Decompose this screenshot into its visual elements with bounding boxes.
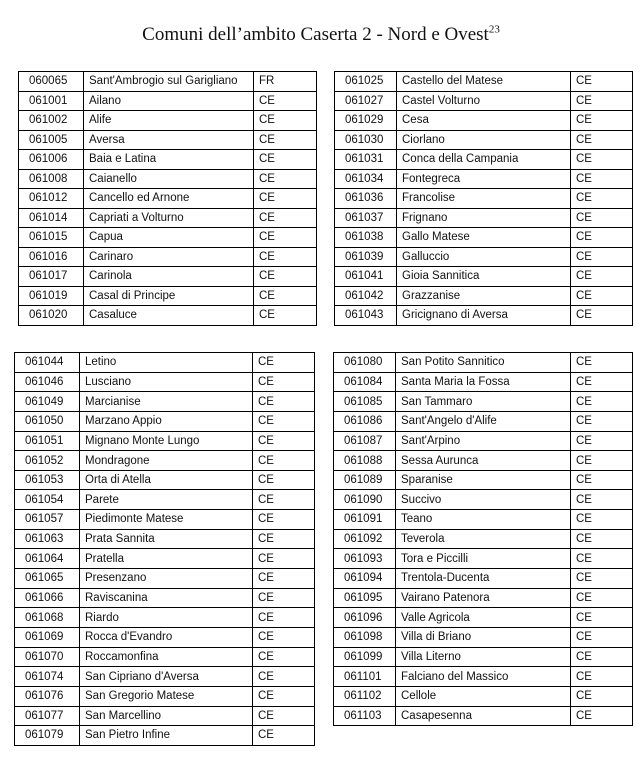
istat-code-cell: 061057: [15, 510, 80, 530]
province-cell: CE: [253, 490, 315, 510]
comune-name-cell: Tora e Piccilli: [396, 549, 571, 569]
table-row: [15, 431, 315, 451]
istat-code-cell: 060065: [19, 72, 84, 92]
comune-name-cell: Villa di Briano: [396, 627, 571, 647]
table-row: [334, 569, 633, 589]
province-cell: CE: [571, 608, 633, 628]
istat-code-cell: 061090: [334, 490, 396, 510]
istat-code-cell: 061006: [19, 150, 84, 170]
table-row: [335, 91, 633, 111]
province-cell: CE: [571, 111, 633, 131]
istat-code-cell: 061008: [19, 169, 84, 189]
table-row: [19, 208, 317, 228]
province-cell: CE: [254, 91, 317, 111]
comune-name-cell: Castel Volturno: [397, 91, 571, 111]
table-row: [15, 549, 315, 569]
table-row: [19, 72, 317, 92]
comune-name-cell: Mondragone: [80, 451, 253, 471]
province-cell: CE: [571, 169, 633, 189]
comune-name-cell: Capriati a Volturno: [84, 208, 254, 228]
istat-code-cell: 061050: [15, 411, 80, 431]
comuni-table-1: [18, 71, 317, 326]
table-row: [19, 169, 317, 189]
province-cell: CE: [254, 306, 317, 326]
comune-name-cell: Sessa Aurunca: [396, 451, 571, 471]
province-cell: CE: [253, 608, 315, 628]
istat-code-cell: 061019: [19, 286, 84, 306]
table-row: [15, 392, 315, 412]
table-row: [19, 286, 317, 306]
comune-name-cell: Santa Maria la Fossa: [396, 372, 571, 392]
page-title: [0, 24, 642, 46]
istat-code-cell: 061086: [334, 411, 396, 431]
comune-name-cell: Fontegreca: [397, 169, 571, 189]
province-cell: CE: [253, 510, 315, 530]
comune-name-cell: Prata Sannita: [80, 529, 253, 549]
province-cell: CE: [571, 569, 633, 589]
province-cell: CE: [254, 247, 317, 267]
table-row: [15, 569, 315, 589]
comuni-table-2: [334, 71, 633, 326]
province-cell: CE: [571, 91, 633, 111]
comune-name-cell: Gallo Matese: [397, 228, 571, 248]
province-cell: FR: [254, 72, 317, 92]
province-cell: CE: [253, 470, 315, 490]
province-cell: CE: [254, 208, 317, 228]
table-row: [334, 706, 633, 726]
table-row: [15, 372, 315, 392]
comune-name-cell: Galluccio: [397, 247, 571, 267]
istat-code-cell: 061039: [335, 247, 397, 267]
province-cell: CE: [571, 411, 633, 431]
istat-code-cell: 061044: [15, 353, 80, 373]
istat-code-cell: 061065: [15, 569, 80, 589]
comune-name-cell: Pratella: [80, 549, 253, 569]
istat-code-cell: 061103: [334, 706, 396, 726]
istat-code-cell: 061015: [19, 228, 84, 248]
istat-code-cell: 061098: [334, 627, 396, 647]
istat-code-cell: 061043: [335, 306, 397, 326]
comune-name-cell: San Potito Sannitico: [396, 353, 571, 373]
table-row: [19, 267, 317, 287]
comune-name-cell: Caianello: [84, 169, 254, 189]
istat-code-cell: 061054: [15, 490, 80, 510]
table-row: [335, 72, 633, 92]
comune-name-cell: Marzano Appio: [80, 411, 253, 431]
table-row: [15, 647, 315, 667]
table-row: [19, 189, 317, 209]
province-cell: CE: [253, 726, 315, 746]
istat-code-cell: 061091: [334, 510, 396, 530]
comune-name-cell: Casaluce: [84, 306, 254, 326]
comune-name-cell: Cancello ed Arnone: [84, 189, 254, 209]
comune-name-cell: Teverola: [396, 529, 571, 549]
table-row: [335, 306, 633, 326]
comune-name-cell: Grazzanise: [397, 286, 571, 306]
table-row: [335, 150, 633, 170]
comune-name-cell: Presenzano: [80, 569, 253, 589]
province-cell: CE: [571, 529, 633, 549]
istat-code-cell: 061017: [19, 267, 84, 287]
comune-name-cell: Gricignano di Aversa: [397, 306, 571, 326]
province-cell: CE: [571, 451, 633, 471]
table-row: [19, 247, 317, 267]
table-row: [15, 588, 315, 608]
istat-code-cell: 061093: [334, 549, 396, 569]
comune-name-cell: Raviscanina: [80, 588, 253, 608]
comune-name-cell: Falciano del Massico: [396, 667, 571, 687]
footnote-marker: 23: [488, 23, 500, 36]
comuni-table-3: [14, 352, 315, 746]
istat-code-cell: 061042: [335, 286, 397, 306]
province-cell: CE: [571, 130, 633, 150]
comune-name-cell: Succivo: [396, 490, 571, 510]
istat-code-cell: 061101: [334, 667, 396, 687]
province-cell: CE: [253, 431, 315, 451]
comune-name-cell: Lusciano: [80, 372, 253, 392]
table-row: [15, 490, 315, 510]
table-row: [334, 353, 633, 373]
comune-name-cell: Conca della Campania: [397, 150, 571, 170]
istat-code-cell: 061089: [334, 470, 396, 490]
table-row: [334, 686, 633, 706]
province-cell: CE: [571, 588, 633, 608]
istat-code-cell: 061088: [334, 451, 396, 471]
istat-code-cell: 061063: [15, 529, 80, 549]
istat-code-cell: 061102: [334, 686, 396, 706]
table-row: [334, 667, 633, 687]
comune-name-cell: Valle Agricola: [396, 608, 571, 628]
comune-name-cell: San Gregorio Matese: [80, 686, 253, 706]
istat-code-cell: 061027: [335, 91, 397, 111]
table-row: [15, 667, 315, 687]
province-cell: CE: [571, 372, 633, 392]
istat-code-cell: 061094: [334, 569, 396, 589]
comune-name-cell: San Marcellino: [80, 706, 253, 726]
province-cell: CE: [254, 228, 317, 248]
table-row: [335, 286, 633, 306]
comune-name-cell: Parete: [80, 490, 253, 510]
istat-code-cell: 061001: [19, 91, 84, 111]
table-row: [334, 608, 633, 628]
table-row: [19, 228, 317, 248]
province-cell: CE: [571, 549, 633, 569]
table-row: [334, 549, 633, 569]
comune-name-cell: Marcianise: [80, 392, 253, 412]
comune-name-cell: Cellole: [396, 686, 571, 706]
table-row: [335, 247, 633, 267]
province-cell: CE: [253, 411, 315, 431]
province-cell: CE: [254, 189, 317, 209]
comune-name-cell: Sant'Arpino: [396, 431, 571, 451]
istat-code-cell: 061074: [15, 667, 80, 687]
istat-code-cell: 061014: [19, 208, 84, 228]
comune-name-cell: Baia e Latina: [84, 150, 254, 170]
istat-code-cell: 061041: [335, 267, 397, 287]
istat-code-cell: 061020: [19, 306, 84, 326]
province-cell: CE: [253, 529, 315, 549]
province-cell: CE: [571, 392, 633, 412]
comune-name-cell: Francolise: [397, 189, 571, 209]
comune-name-cell: Roccamonfina: [80, 647, 253, 667]
comune-name-cell: Vairano Patenora: [396, 588, 571, 608]
table-row: [335, 189, 633, 209]
comune-name-cell: Cesa: [397, 111, 571, 131]
istat-code-cell: 061031: [335, 150, 397, 170]
province-cell: CE: [253, 392, 315, 412]
province-cell: CE: [571, 627, 633, 647]
istat-code-cell: 061046: [15, 372, 80, 392]
province-cell: CE: [571, 706, 633, 726]
istat-code-cell: 061051: [15, 431, 80, 451]
province-cell: CE: [571, 228, 633, 248]
istat-code-cell: 061095: [334, 588, 396, 608]
province-cell: CE: [254, 130, 317, 150]
table-row: [15, 726, 315, 746]
province-cell: CE: [571, 647, 633, 667]
comune-name-cell: Carinaro: [84, 247, 254, 267]
istat-code-cell: 061036: [335, 189, 397, 209]
table-row: [15, 411, 315, 431]
istat-code-cell: 061068: [15, 608, 80, 628]
table-row: [334, 529, 633, 549]
comune-name-cell: Ciorlano: [397, 130, 571, 150]
province-cell: CE: [571, 306, 633, 326]
province-cell: CE: [253, 549, 315, 569]
province-cell: CE: [253, 353, 315, 373]
istat-code-cell: 061005: [19, 130, 84, 150]
table-row: [334, 411, 633, 431]
comune-name-cell: Riardo: [80, 608, 253, 628]
province-cell: CE: [254, 169, 317, 189]
province-cell: CE: [571, 510, 633, 530]
province-cell: CE: [253, 706, 315, 726]
istat-code-cell: 061070: [15, 647, 80, 667]
istat-code-cell: 061016: [19, 247, 84, 267]
comune-name-cell: Alife: [84, 111, 254, 131]
comune-name-cell: Aversa: [84, 130, 254, 150]
comune-name-cell: Carinola: [84, 267, 254, 287]
comune-name-cell: Capua: [84, 228, 254, 248]
istat-code-cell: 061087: [334, 431, 396, 451]
istat-code-cell: 061085: [334, 392, 396, 412]
province-cell: CE: [253, 451, 315, 471]
province-cell: CE: [571, 353, 633, 373]
comune-name-cell: Castello del Matese: [397, 72, 571, 92]
comune-name-cell: Piedimonte Matese: [80, 510, 253, 530]
comune-name-cell: Frignano: [397, 208, 571, 228]
province-cell: CE: [253, 372, 315, 392]
table-row: [15, 353, 315, 373]
province-cell: CE: [571, 150, 633, 170]
istat-code-cell: 061049: [15, 392, 80, 412]
comune-name-cell: Sant'Ambrogio sul Garigliano: [84, 72, 254, 92]
province-cell: CE: [571, 667, 633, 687]
istat-code-cell: 061076: [15, 686, 80, 706]
province-cell: CE: [254, 150, 317, 170]
province-cell: CE: [571, 470, 633, 490]
province-cell: CE: [571, 286, 633, 306]
comuni-table-4: [333, 352, 633, 726]
table-row: [15, 529, 315, 549]
istat-code-cell: 061069: [15, 627, 80, 647]
istat-code-cell: 061025: [335, 72, 397, 92]
province-cell: CE: [253, 647, 315, 667]
comune-name-cell: Sparanise: [396, 470, 571, 490]
istat-code-cell: 061002: [19, 111, 84, 131]
province-cell: CE: [253, 686, 315, 706]
comune-name-cell: Ailano: [84, 91, 254, 111]
province-cell: CE: [253, 588, 315, 608]
table-row: [15, 510, 315, 530]
table-row: [334, 431, 633, 451]
istat-code-cell: 061052: [15, 451, 80, 471]
table-row: [334, 627, 633, 647]
table-row: [335, 169, 633, 189]
istat-code-cell: 061096: [334, 608, 396, 628]
istat-code-cell: 061084: [334, 372, 396, 392]
table-row: [334, 392, 633, 412]
comune-name-cell: Orta di Atella: [80, 470, 253, 490]
table-row: [335, 228, 633, 248]
province-cell: CE: [571, 189, 633, 209]
table-row: [19, 306, 317, 326]
table-row: [15, 451, 315, 471]
province-cell: CE: [571, 208, 633, 228]
istat-code-cell: 061038: [335, 228, 397, 248]
page-title-text: Comuni dell’ambito Caserta 2 - Nord e Ovest: [142, 24, 489, 45]
province-cell: CE: [253, 667, 315, 687]
table-row: [15, 686, 315, 706]
table-row: [335, 130, 633, 150]
table-row: [335, 208, 633, 228]
table-row: [15, 608, 315, 628]
istat-code-cell: 061029: [335, 111, 397, 131]
istat-code-cell: 061066: [15, 588, 80, 608]
istat-code-cell: 061030: [335, 130, 397, 150]
comune-name-cell: San Tammaro: [396, 392, 571, 412]
province-cell: CE: [571, 267, 633, 287]
comune-name-cell: San Cipriano d'Aversa: [80, 667, 253, 687]
comune-name-cell: Teano: [396, 510, 571, 530]
province-cell: CE: [254, 267, 317, 287]
istat-code-cell: 061092: [334, 529, 396, 549]
istat-code-cell: 061079: [15, 726, 80, 746]
comune-name-cell: San Pietro Infine: [80, 726, 253, 746]
table-row: [334, 510, 633, 530]
table-row: [335, 111, 633, 131]
comune-name-cell: Rocca d'Evandro: [80, 627, 253, 647]
table-row: [19, 111, 317, 131]
istat-code-cell: 061077: [15, 706, 80, 726]
comune-name-cell: Casal di Principe: [84, 286, 254, 306]
province-cell: CE: [253, 627, 315, 647]
table-row: [15, 627, 315, 647]
istat-code-cell: 061053: [15, 470, 80, 490]
table-row: [334, 490, 633, 510]
comune-name-cell: Trentola-Ducenta: [396, 569, 571, 589]
istat-code-cell: 061080: [334, 353, 396, 373]
province-cell: CE: [571, 72, 633, 92]
table-row: [334, 451, 633, 471]
comune-name-cell: Letino: [80, 353, 253, 373]
table-row: [334, 470, 633, 490]
comune-name-cell: Gioia Sannitica: [397, 267, 571, 287]
province-cell: CE: [571, 247, 633, 267]
province-cell: CE: [571, 686, 633, 706]
istat-code-cell: 061012: [19, 189, 84, 209]
istat-code-cell: 061099: [334, 647, 396, 667]
comune-name-cell: Casapesenna: [396, 706, 571, 726]
table-row: [19, 91, 317, 111]
table-row: [15, 706, 315, 726]
table-row: [334, 372, 633, 392]
istat-code-cell: 061037: [335, 208, 397, 228]
comune-name-cell: Mignano Monte Lungo: [80, 431, 253, 451]
province-cell: CE: [254, 111, 317, 131]
istat-code-cell: 061064: [15, 549, 80, 569]
table-row: [334, 588, 633, 608]
province-cell: CE: [253, 569, 315, 589]
istat-code-cell: 061034: [335, 169, 397, 189]
comune-name-cell: Sant'Angelo d'Alife: [396, 411, 571, 431]
table-row: [19, 130, 317, 150]
comune-name-cell: Villa Literno: [396, 647, 571, 667]
table-row: [19, 150, 317, 170]
table-row: [334, 647, 633, 667]
province-cell: CE: [571, 490, 633, 510]
province-cell: CE: [571, 431, 633, 451]
table-row: [335, 267, 633, 287]
province-cell: CE: [254, 286, 317, 306]
table-row: [15, 470, 315, 490]
